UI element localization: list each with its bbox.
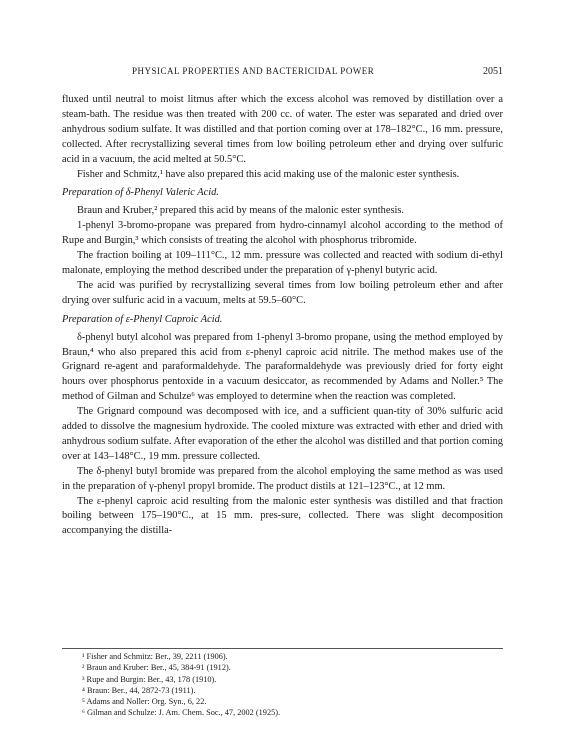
paragraph: The δ-phenyl butyl bromide was prepared from the alcohol employing the same method as was used in the preparation of γ-phenyl propyl bromide. The product distils at 121–123°C., at 12 mm. — [62, 465, 503, 492]
running-header — [62, 66, 503, 80]
paragraph: The ε-phenyl caproic acid resulting from the malonic ester synthesis was distilled and that fraction boiling between 175–190°C., at 15 mm. pres-sure, collected. There was slight decomposition accompanying the distilla- — [62, 495, 503, 537]
page-number: 2051 — [483, 66, 503, 77]
paragraph: 1-phenyl 3-bromo-propane was prepared from hydro-cinnamyl alcohol according to the method of Rupe and Burgin,³ which consists of treating the alcohol with phosphorus tribromide. — [62, 220, 503, 247]
paragraph: The Grignard compound was decomposed with ice, and a sufficient quan-tity of 30% sulfuric acid added to dissolve the magnesium hydroxide. The cooled mixture was extracted with ether and dried with anhydrous sodium sulfate. After evaporation of the ether the alcohol was distilled and that portion coming over at 143–148°C., 19 mm. pressure collected. — [62, 406, 503, 462]
paragraph: The acid was purified by recrystallizing several times from low boiling petroleum ether and after drying over sulfuric acid in a vacuum, melts at 59.5–60°C. — [62, 279, 503, 306]
footnote: ⁵ Adams and Noller: Org. Syn., 6, 22. — [82, 697, 207, 707]
footnote-rule — [62, 648, 503, 649]
paragraph: Fisher and Schmitz,¹ have also prepared this acid making use of the malonic ester synthesis. — [77, 168, 460, 180]
section-heading: Preparation of δ-Phenyl Valeric Acid. — [62, 187, 219, 199]
footnote: ⁶ Gilman and Schulze: J. Am. Chem. Soc., 47, 2002 (1925). — [82, 708, 281, 718]
footnote: ² Braun and Kruber: Ber., 45, 384-91 (1912). — [82, 663, 231, 673]
section-heading: Preparation of ε-Phenyl Caproic Acid. — [62, 313, 223, 325]
footnote: ⁴ Braun: Ber., 44, 2872-73 (1911). — [82, 685, 196, 695]
body-text — [62, 93, 503, 539]
footnotes — [62, 648, 503, 719]
footnote: ¹ Fisher and Schmitz: Ber., 39, 2211 (1906). — [82, 652, 228, 661]
paragraph: Braun and Kruber,² prepared this acid by means of the malonic ester synthesis. — [77, 205, 405, 217]
paragraph: δ-phenyl butyl alcohol was prepared from 1-phenyl 3-bromo propane, using the method employed by Braun,⁴ who also prepared this acid from ε-phenyl caproic acid nitrile. The method makes use of the Grignard re-agent and paraformaldehyde. The paraformaldehyde was previously dried for forty eight hours over phosphorus pentoxide in a vacuum desiccator, as recommended by Adams and Noller.⁵ The method of Gilman and Schulze⁶ was employed to determine when the reaction was completed. — [62, 331, 503, 403]
paragraph: The fraction boiling at 109–111°C., 12 mm. pressure was collected and reacted with sodium di-ethyl malonate, employing the method described under the preparation of γ-phenyl butyric acid. — [62, 250, 503, 276]
footnote: ³ Rupe and Burgin: Ber., 43, 178 (1910). — [82, 674, 217, 684]
paragraph: fluxed until neutral to moist litmus after which the excess alcohol was removed by distillation over a steam-bath. The residue was then treated with 200 cc. of water. The ester was separated and dried over anhydrous sodium sulfate. It was distilled and that portion coming over at 178–182°C., 16 mm. pressure, collected. After recrystallizing several times from low boiling petroleum ether and drying over sulfuric acid in a vacuum, the acid melted at 50.5°C. — [62, 94, 503, 165]
running-title: PHYSICAL PROPERTIES AND BACTERICIDAL POWER — [132, 66, 375, 76]
